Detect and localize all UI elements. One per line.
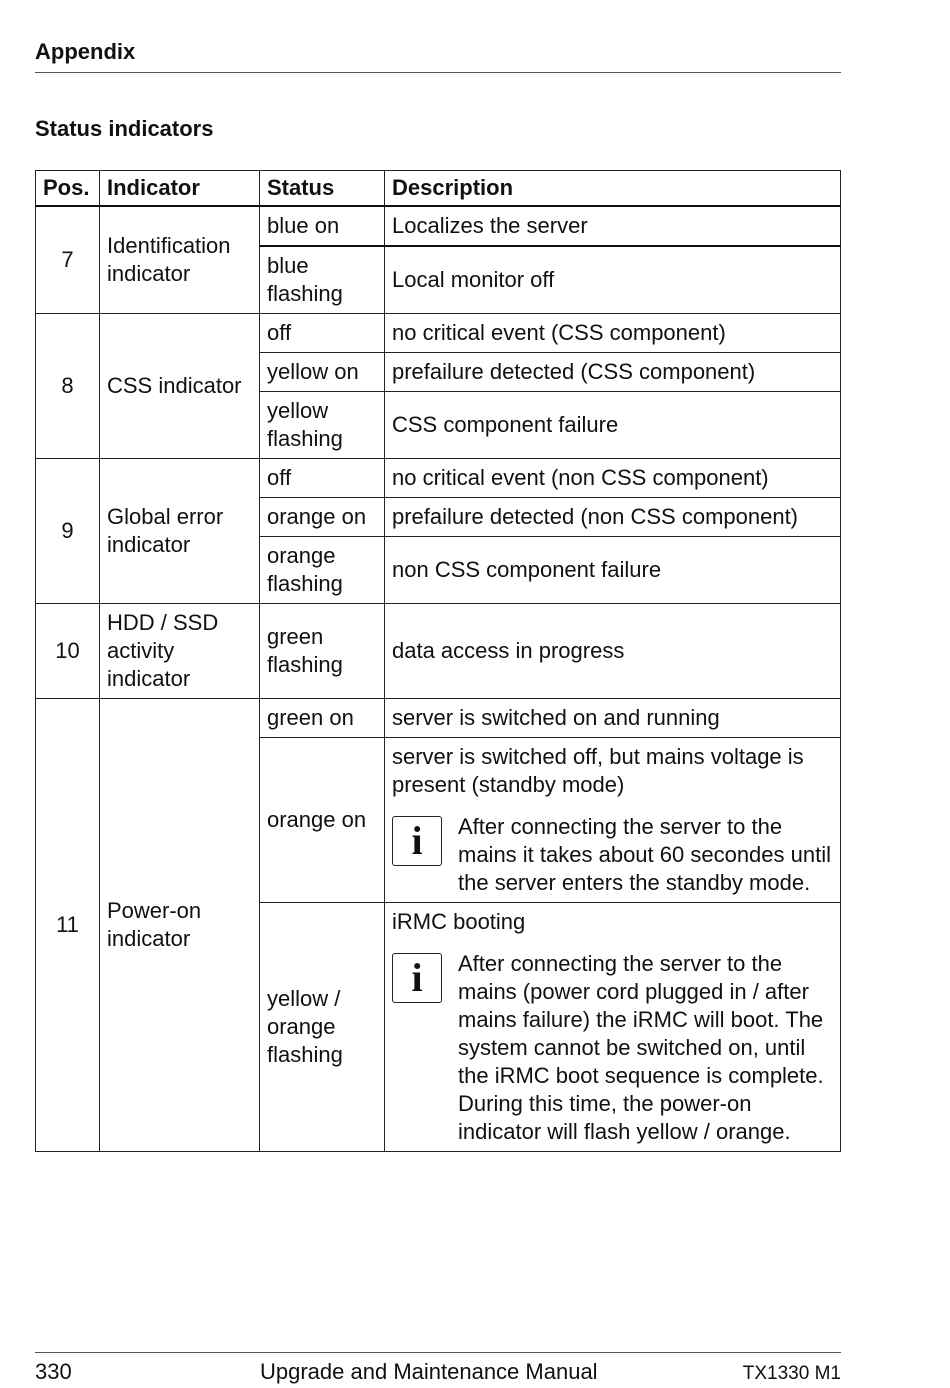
indicator-cell: Power-on indicator [100, 699, 260, 1152]
status-cell: orange flashing [260, 537, 385, 604]
status-cell: orange on [260, 738, 385, 903]
status-cell: blue flashing [260, 246, 385, 314]
description-cell: server is switched on and running [385, 699, 841, 738]
document-title: Upgrade and Maintenance Manual [260, 1359, 598, 1384]
status-cell: yellow / orange flashing [260, 903, 385, 1152]
description-cell [385, 903, 841, 1152]
note-text: After connecting the server to the mains (power cord plugged in / after mains failure) the iRMC will boot. The system cannot be switched on, until the iRMC boot sequence is complete. During this time, the power-on indicator will flash yellow / orange. [458, 951, 824, 1144]
description-cell: Localizes the server [385, 206, 841, 246]
pos-cell: 11 [36, 699, 100, 1152]
column-header-indicator: Indicator [100, 171, 260, 207]
indicator-cell: Identification indicator [100, 206, 260, 314]
column-header-description: Description [385, 171, 841, 207]
status-cell: yellow on [260, 353, 385, 392]
status-cell: orange on [260, 498, 385, 537]
model-name: TX1330 M1 [742, 1363, 841, 1384]
description-cell: no critical event (CSS component) [385, 314, 841, 353]
column-header-status: Status [260, 171, 385, 207]
note-text: After connecting the server to the mains it takes about 60 secondes until the server enters the standby mode. [458, 814, 832, 895]
table-row [36, 314, 841, 353]
status-indicators-table [35, 170, 841, 1152]
status-cell: yellow flashing [260, 392, 385, 459]
info-note [392, 813, 833, 897]
description-cell: prefailure detected (non CSS component) [385, 498, 841, 537]
indicator-cell: Global error indicator [100, 459, 260, 604]
section-title: Status indicators [35, 116, 214, 141]
description-cell: Local monitor off [385, 246, 841, 314]
indicator-cell: HDD / SSD activity indicator [100, 604, 260, 699]
page-header: Appendix [35, 38, 841, 73]
table-row [36, 459, 841, 498]
description-cell: no critical event (non CSS component) [385, 459, 841, 498]
pos-cell: 8 [36, 314, 100, 459]
description-cell: non CSS component failure [385, 537, 841, 604]
status-cell: green flashing [260, 604, 385, 699]
info-icon: i [392, 816, 442, 866]
indicator-cell: CSS indicator [100, 314, 260, 459]
pos-cell: 10 [36, 604, 100, 699]
pos-cell: 9 [36, 459, 100, 604]
status-cell: off [260, 314, 385, 353]
description-cell: data access in progress [385, 604, 841, 699]
table-row [36, 604, 841, 699]
description-cell: CSS component failure [385, 392, 841, 459]
pos-cell: 7 [36, 206, 100, 314]
table-row [36, 206, 841, 246]
description-cell [385, 738, 841, 903]
description-cell: prefailure detected (CSS component) [385, 353, 841, 392]
table-row [36, 699, 841, 738]
page-number: 330 [35, 1359, 72, 1384]
status-cell: blue on [260, 206, 385, 246]
page-footer [35, 1352, 841, 1387]
description-text: iRMC booting [392, 909, 526, 934]
status-cell: off [260, 459, 385, 498]
column-header-pos: Pos. [36, 171, 100, 207]
table-header-row [36, 171, 841, 207]
status-cell: green on [260, 699, 385, 738]
info-icon: i [392, 953, 442, 1003]
info-note [392, 950, 833, 1146]
description-text: server is switched off, but mains voltage is present (standby mode) [392, 744, 804, 797]
